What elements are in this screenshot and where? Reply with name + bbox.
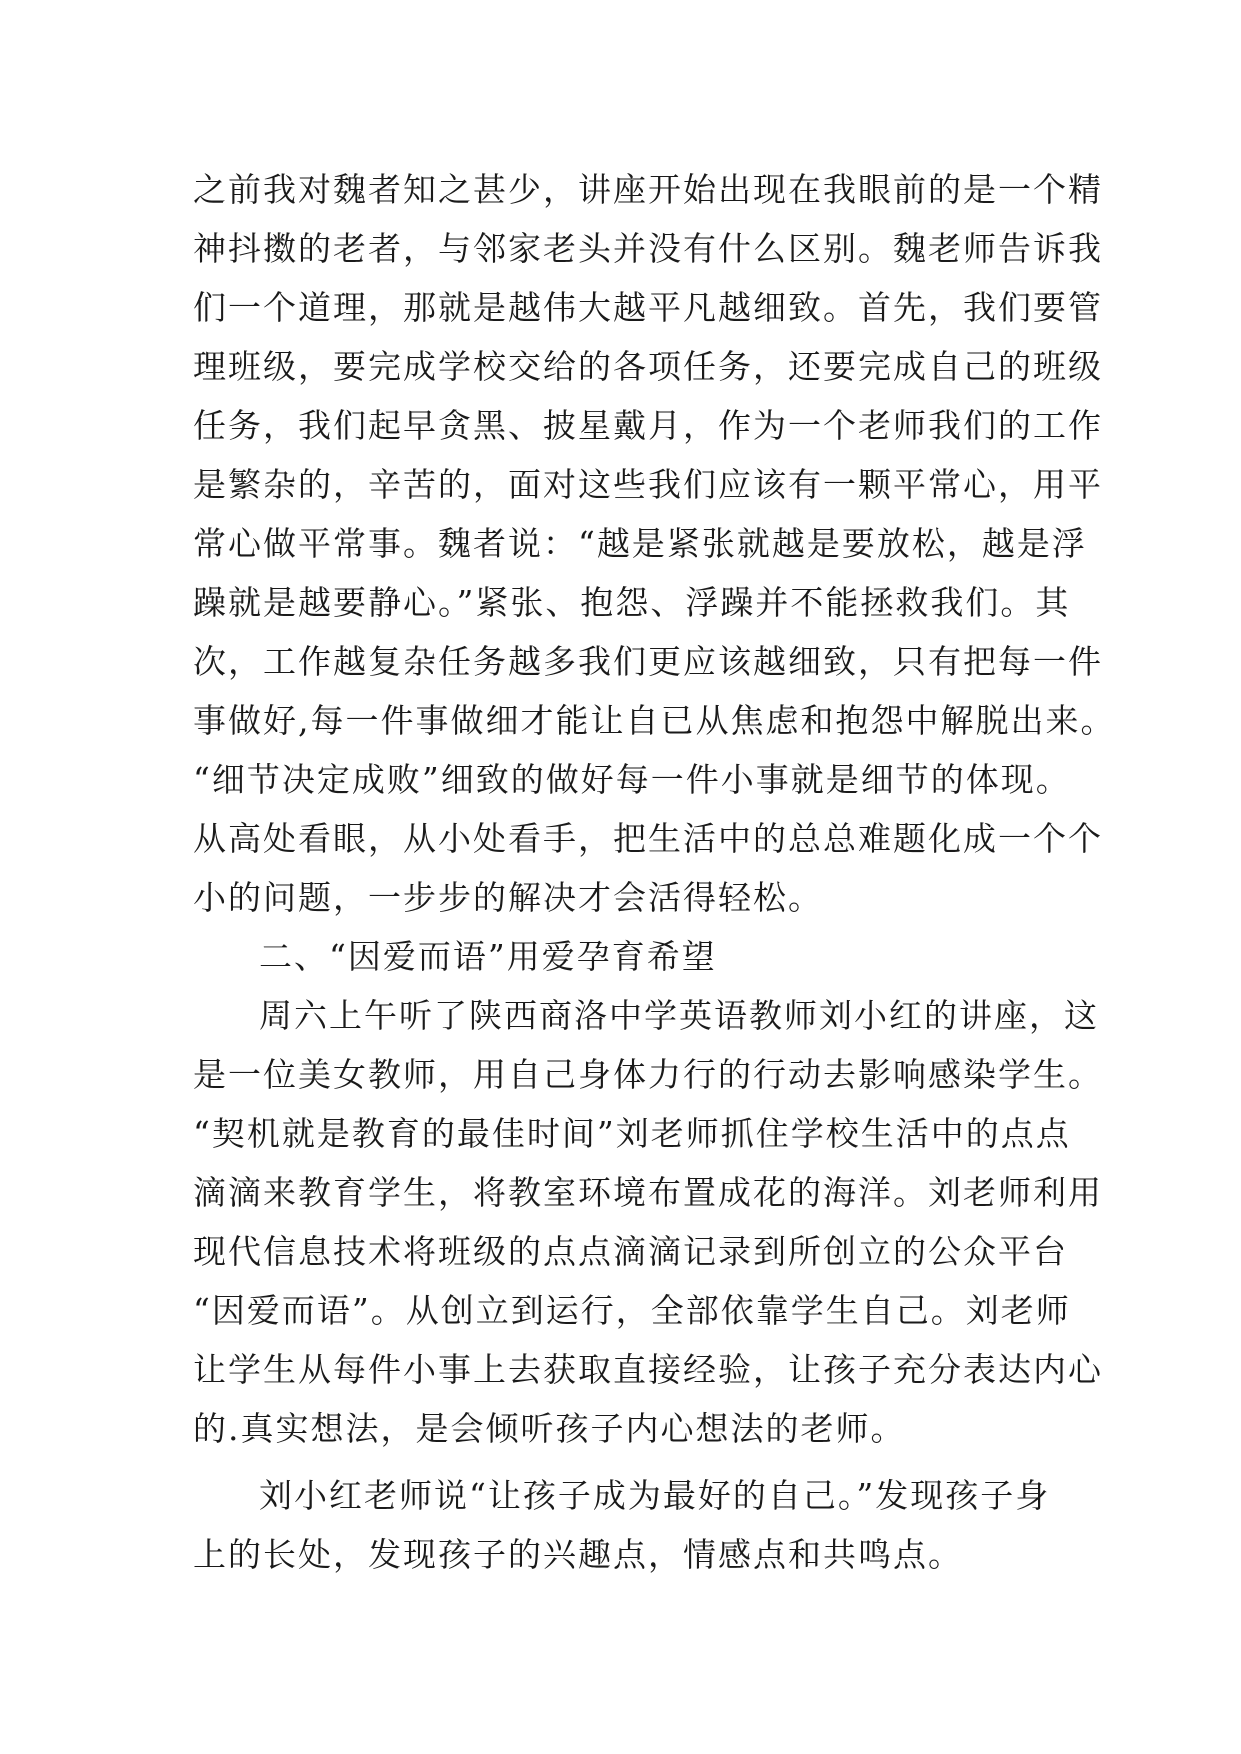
text-line: 们一个道理，那就是越伟大越平凡越细致。首先，我们要管 — [193, 288, 1103, 327]
text-line: 让学生从每件小事上去获取直接经验，让孩子充分表达内心 — [193, 1350, 1103, 1389]
text-line: 刘小红老师说“让孩子成为最好的自己。”发现孩子身 — [259, 1476, 1051, 1515]
text-line: “因爱而语”。从创立到运行，全部依靠学生自己。刘老师 — [193, 1291, 1071, 1330]
text-line: 理班级，要完成学校交给的各项任务，还要完成自己的班级 — [193, 347, 1103, 386]
text-line: 是繁杂的，辛苦的，面对这些我们应该有一颗平常心，用平 — [193, 465, 1103, 504]
text-line: 现代信息技术将班级的点点滴滴记录到所创立的公众平台 — [193, 1232, 1068, 1271]
text-line: 神抖擞的老者，与邻家老头并没有什么区别。魏老师告诉我 — [193, 229, 1103, 268]
text-line: 任务，我们起早贪黑、披星戴月，作为一个老师我们的工作 — [193, 406, 1103, 445]
text-line: 滴滴来教育学生，将教室环境布置成花的海洋。刘老师利用 — [193, 1173, 1103, 1212]
text-line: 是一位美女教师，用自己身体力行的行动去影响感染学生。 — [193, 1055, 1103, 1094]
text-line: 事做好,每一件事做细才能让自已从焦虑和抱怨中解脱出来。 — [193, 701, 1116, 740]
text-line: 次，工作越复杂任务越多我们更应该越细致，只有把每一件 — [193, 642, 1103, 681]
text-line: 之前我对魏者知之甚少，讲座开始出现在我眼前的是一个精 — [193, 170, 1103, 209]
text-line: “细节决定成败”细致的做好每一件小事就是细节的体现。 — [193, 760, 1071, 799]
text-line: 周六上午听了陕西商洛中学英语教师刘小红的讲座，这 — [259, 996, 1099, 1035]
text-line: 常心做平常事。魏者说：“越是紧张就越是要放松，越是浮 — [193, 524, 1087, 563]
section-heading: 二、“因爱而语”用爱孕育希望 — [259, 937, 717, 976]
text-line: 从高处看眼，从小处看手，把生活中的总总难题化成一个个 — [193, 819, 1103, 858]
text-line: 的.真实想法，是会倾听孩子内心想法的老师。 — [193, 1409, 906, 1448]
document-body — [193, 160, 1116, 1584]
text-line: 上的长处，发现孩子的兴趣点，情感点和共鸣点。 — [193, 1535, 963, 1574]
text-line: 小的问题，一步步的解决才会活得轻松。 — [193, 878, 823, 917]
text-line: 躁就是越要静心。”紧张、抱怨、浮躁并不能拯救我们。其 — [193, 583, 1071, 622]
text-line: “契机就是教育的最佳时间”刘老师抓住学校生活中的点点 — [193, 1114, 1071, 1153]
